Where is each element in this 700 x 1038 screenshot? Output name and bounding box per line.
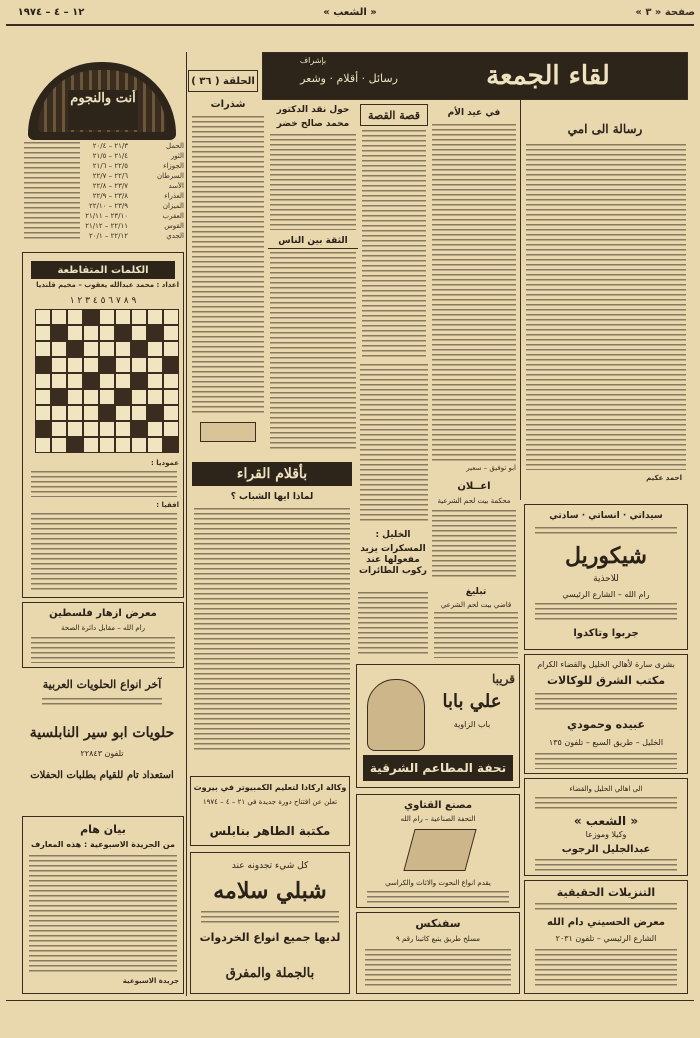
paper-name: « الشعب »: [323, 7, 377, 18]
sign-name: العذراء: [164, 192, 184, 200]
shaab-agent-ad: [524, 778, 688, 876]
readers-pen-banner: بأقلام القراء: [192, 462, 352, 486]
masthead-supervisor: بإشراف: [299, 56, 327, 65]
alibaba-top: قريبا: [492, 672, 515, 686]
grid-cell: [163, 437, 179, 453]
grid-cell[interactable]: [163, 421, 179, 437]
grid-cell[interactable]: [83, 389, 99, 405]
sign-name: الحمل: [166, 142, 184, 150]
horoscope-logo: [28, 62, 176, 140]
shazarat-text: [192, 116, 264, 416]
critique-column: [268, 102, 358, 232]
continued-text: [360, 364, 428, 524]
grid-cell[interactable]: [163, 373, 179, 389]
sweets-subtext: [42, 698, 162, 708]
sphinx-ad: [356, 912, 520, 994]
grid-cell[interactable]: [163, 405, 179, 421]
grid-cell[interactable]: [131, 357, 147, 373]
announcement-text: [432, 510, 516, 580]
sign-dates: ٢٣/٨ – ٢٢/٩: [92, 192, 128, 200]
sales-intro: [535, 903, 677, 913]
grid-cell: [99, 357, 115, 373]
sign-name: الجوزاء: [163, 162, 184, 170]
grid-cell[interactable]: [83, 421, 99, 437]
grid-cell: [131, 421, 147, 437]
sweets-ad: [22, 674, 184, 812]
episode-label: الحلقة ( ٣٦ ): [191, 76, 255, 87]
sharq-ad: [524, 654, 688, 774]
critique-author: محمد صالح خضر: [276, 119, 350, 129]
grid-cell[interactable]: [115, 405, 131, 421]
sign-dates: ٢٣/٩ – ٢٢/١٠: [89, 202, 128, 210]
grid-cell: [67, 341, 83, 357]
grid-cell[interactable]: [131, 437, 147, 453]
salameh-address: [201, 911, 339, 925]
furniture-ad: [356, 794, 520, 908]
grid-cell[interactable]: [83, 357, 99, 373]
sign-name: الميزان: [162, 202, 184, 210]
alibaba-loc: باب الزاوية: [453, 720, 491, 729]
letters-signature: احمد عكيم: [646, 474, 682, 482]
grid-cell[interactable]: [67, 405, 83, 421]
grid-cell[interactable]: [163, 389, 179, 405]
grid-cell[interactable]: [115, 309, 131, 325]
grid-cell[interactable]: [99, 437, 115, 453]
sign-dates: ٢١/٤ – ٢١/٥: [92, 152, 128, 160]
grid-cell[interactable]: [35, 309, 51, 325]
statement-sub: من الجريدة الاسبوعية : هذه المعارف: [31, 840, 175, 849]
announcement-title: اعــلان: [457, 481, 491, 492]
sharq-top: بشرى سارة لأهالي الخليل والقضاء الكرام: [537, 660, 675, 669]
alibaba-ad: [356, 664, 520, 788]
grid-cell[interactable]: [147, 373, 163, 389]
sign-name: الجدي: [166, 232, 184, 240]
mothers-day-signature: ابو توفيق – سعير: [466, 464, 516, 472]
column-divider: [186, 52, 187, 996]
shazarat-title: شذرات: [210, 99, 246, 110]
salameh-name: شبلي سلامه: [213, 878, 327, 904]
shaab-sub: وكيلا وموزعا: [585, 830, 627, 839]
readers-pen-text: [194, 508, 350, 752]
mothers-day-text: [432, 124, 516, 462]
shaab-agent: عبدالجليل الرجوب: [561, 844, 651, 855]
grid-cell[interactable]: [115, 437, 131, 453]
sharq-text: [535, 693, 677, 713]
grid-cell: [51, 389, 67, 405]
letters-title: رسالة الى امي: [567, 122, 643, 136]
grid-cell[interactable]: [83, 405, 99, 421]
grid-cell[interactable]: [51, 357, 67, 373]
grid-cell: [99, 405, 115, 421]
chef-illustration-icon: [367, 679, 425, 751]
announcement-org: محكمة بيت لحم الشرعية: [437, 497, 511, 505]
sign-name: القوس: [164, 222, 184, 230]
signature-stamp: [200, 422, 256, 442]
sign-dates: ٢٣/١٠ – ٢١/١١: [85, 212, 128, 220]
grid-cell: [83, 309, 99, 325]
crossword-panel: [22, 252, 184, 598]
statement-foot: جريدة الاسبوعية: [122, 977, 179, 985]
crossword-author: اعداد : محمد عبدالله يعقوب – مخيم قلنديا: [36, 281, 179, 289]
sign-dates: ٢٢/٦ – ٢٢/٧: [92, 172, 128, 180]
grid-cell: [51, 325, 67, 341]
flowers-text: [31, 637, 175, 663]
alibaba-bottom: تحفة المطاعم الشرقية: [363, 755, 513, 781]
horoscope-title: أنت والنجوم: [68, 90, 138, 130]
sphinx-body: مسلخ طريق يتبع كاتبنا رقم ٩: [396, 935, 480, 943]
grid-cell: [163, 357, 179, 373]
grid-cell[interactable]: [115, 357, 131, 373]
news-headline: المسكرات يزيد مفعولها عند ركوب الطائرات: [359, 544, 427, 576]
grid-cell[interactable]: [35, 325, 51, 341]
grid-cell: [115, 325, 131, 341]
notice-text: [434, 612, 518, 658]
sign-dates: ٢٢/١٢ – ٢٠/١: [89, 232, 128, 240]
letters-column: [522, 102, 690, 500]
flowers-sub: رام الله – مقابل دائرة الصحة: [60, 624, 146, 632]
grid-cell[interactable]: [83, 437, 99, 453]
grid-cell: [35, 421, 51, 437]
sharq-phone: الخليل – طريق السبع – تلفون ١٣٥: [548, 738, 664, 747]
grid-cell[interactable]: [67, 309, 83, 325]
mothers-day-column: [430, 102, 518, 582]
flowers-ad: [22, 602, 184, 668]
sign-dates: ٢٢/٥ – ٢١/٦: [92, 162, 128, 170]
grid-cell[interactable]: [35, 389, 51, 405]
story-title: قصة القصة: [360, 104, 428, 126]
shoes-top: سيداتي · انساتي · سادتي: [549, 511, 663, 521]
news-text: [358, 592, 428, 656]
grid-cell[interactable]: [51, 437, 67, 453]
sharq-owner: عبيده وحمودي: [567, 718, 645, 731]
grid-cell[interactable]: [115, 341, 131, 357]
shoes-foot: جربوا وتاكدوا: [573, 628, 639, 639]
computer-body: تعلن عن افتتاح دورة جديدة في ٢١ – ٤ – ١٩٧٤: [202, 798, 338, 806]
statement-title: بيان هام: [80, 823, 126, 836]
down-clues: [31, 471, 177, 497]
sphinx-title: سفنكس: [415, 917, 461, 930]
trust-title: الثقة بين الناس: [268, 234, 358, 249]
grid-cell[interactable]: [51, 341, 67, 357]
masthead-subtitle: رسائل · أقلام · وشعر: [300, 72, 398, 85]
news-box: [356, 526, 430, 658]
grid-cell[interactable]: [99, 341, 115, 357]
sign-name: الثور: [170, 152, 184, 160]
sphinx-text: [365, 949, 511, 989]
grid-cell[interactable]: [67, 421, 83, 437]
down-label: عموديا :: [151, 459, 179, 467]
salameh-ad: [190, 852, 350, 994]
grid-cell[interactable]: [35, 437, 51, 453]
column-divider: [520, 100, 521, 500]
furniture-sub: التحفة الصناعية – رام الله: [400, 815, 476, 823]
crossword-grid: [35, 309, 179, 453]
notice-org: قاضي بيت لحم الشرعي: [440, 601, 512, 609]
grid-cell[interactable]: [163, 341, 179, 357]
sweets-bottom: استعداد تام للقيام بطلبات الحفلات: [30, 770, 174, 781]
grid-cell[interactable]: [35, 405, 51, 421]
grid-cell[interactable]: [147, 421, 163, 437]
masthead-title: لقاء الجمعة: [486, 61, 610, 91]
shoes-intro: [535, 527, 677, 537]
grid-cell: [115, 389, 131, 405]
shaab-top: الى اهالي الخليل والقضاء: [569, 785, 643, 793]
sales-title: التنزيلات الحقيقية: [556, 886, 656, 899]
shoes-sub: للاحذية: [593, 574, 619, 584]
shoes-ad: [524, 504, 688, 650]
grid-cell[interactable]: [163, 325, 179, 341]
grid-cell[interactable]: [99, 325, 115, 341]
computer-name: مكتبة الطاهر بنابلس: [209, 824, 331, 838]
trust-text: [270, 252, 356, 452]
grid-cell[interactable]: [67, 357, 83, 373]
sign-name: السرطان: [156, 172, 184, 180]
computer-top: وكالة اركادا لتعليم الكمبيوتر في بيروت: [193, 783, 347, 792]
mothers-day-title: في عيد الأم: [447, 108, 501, 118]
crossword-title: الكلمات المتقاطعة: [31, 261, 175, 279]
news-kicker: الخليل :: [375, 530, 411, 540]
grid-cell: [67, 437, 83, 453]
computer-ad: [190, 776, 350, 846]
grid-cell[interactable]: [83, 325, 99, 341]
page-number: صفحة « ٣ »: [635, 7, 695, 18]
grid-cell: [147, 405, 163, 421]
flowers-title: معرض ازهار فلسطين: [49, 608, 157, 619]
grid-cell[interactable]: [147, 309, 163, 325]
furniture-title: مصنع القتاوي: [403, 800, 473, 811]
footer-rule: [6, 1000, 694, 1001]
sign-name: العقرب: [162, 212, 184, 220]
grid-cell[interactable]: [163, 309, 179, 325]
grid-cell[interactable]: [147, 357, 163, 373]
notice-title: تبليغ: [465, 587, 487, 597]
shoes-text: [535, 603, 677, 623]
sweets-top: آخر انواع الحلويات العربية: [42, 678, 162, 691]
salameh-top: كل شيء تجدونه عند: [231, 861, 309, 871]
grid-cell[interactable]: [115, 373, 131, 389]
sharq-name: مكتب الشرق للوكالات: [546, 674, 666, 687]
shaab-text: [535, 859, 677, 871]
sales-ad: [524, 880, 688, 994]
sales-name: معرض الحسيني دام الله: [546, 917, 666, 928]
grid-cell[interactable]: [35, 373, 51, 389]
grid-cell[interactable]: [147, 389, 163, 405]
grid-cell[interactable]: [99, 309, 115, 325]
header-rule: [6, 24, 694, 26]
trust-column: [268, 232, 358, 456]
notice-box: [432, 584, 520, 660]
grid-cell[interactable]: [147, 437, 163, 453]
episode-box: [188, 70, 258, 92]
horoscope-text: [24, 142, 80, 242]
grid-cell[interactable]: [99, 421, 115, 437]
letters-text: [526, 144, 686, 470]
shoes-name: شيكوريل: [565, 543, 647, 569]
grid-cell[interactable]: [115, 421, 131, 437]
sign-dates: ٢٣/٧ – ٢٢/٨: [92, 182, 128, 190]
salameh-body: لديها جميع انواع الخردوات: [199, 931, 341, 944]
story-column: [360, 102, 428, 362]
sign-dates: ٢٢/١١ – ٢١/١٢: [85, 222, 128, 230]
grid-cell[interactable]: [131, 405, 147, 421]
grid-cell[interactable]: [67, 373, 83, 389]
sharq-footer-text: [535, 753, 677, 769]
across-clues: [31, 513, 177, 593]
across-label: افقيا :: [156, 501, 179, 509]
crossword-numbers: ٩ ٨ ٧ ٦ ٥ ٤ ٣ ٢ ١: [69, 296, 137, 306]
statement-box: [22, 816, 184, 994]
issue-date: ١٢ – ٤ – ١٩٧٤: [17, 7, 85, 18]
grid-cell: [131, 341, 147, 357]
horoscope-signs: [24, 142, 184, 246]
statement-text: [29, 855, 177, 973]
furniture-body: يقدم انواع النحوت والاثاث والكراسي: [385, 879, 491, 887]
critique-title: حول نقد الدكتور: [276, 105, 350, 115]
grid-cell[interactable]: [51, 309, 67, 325]
sales-text: [535, 949, 677, 989]
grid-cell[interactable]: [99, 389, 115, 405]
grid-cell[interactable]: [51, 421, 67, 437]
salameh-foot: بالجملة والمفرق: [225, 966, 315, 981]
shazarat-column: [190, 96, 266, 456]
shoes-address: رام الله – الشارع الرئيسي: [562, 590, 650, 599]
grid-cell[interactable]: [131, 389, 147, 405]
grid-cell[interactable]: [131, 325, 147, 341]
grid-cell[interactable]: [67, 325, 83, 341]
grid-cell[interactable]: [67, 389, 83, 405]
grid-cell[interactable]: [51, 405, 67, 421]
masthead-banner: [262, 52, 688, 100]
sales-address: الشارع الرئيسي – تلفون ٢٠٣١: [555, 934, 657, 943]
critique-text: [270, 134, 356, 230]
grid-cell[interactable]: [51, 373, 67, 389]
shaab-intro: [535, 797, 677, 811]
readers-pen-question: لماذا ايها الشباب ؟: [230, 492, 314, 502]
grid-cell[interactable]: [131, 309, 147, 325]
grid-cell: [35, 357, 51, 373]
grid-cell[interactable]: [147, 341, 163, 357]
sign-name: الأسد: [168, 182, 184, 190]
shaab-name: « الشعب »: [573, 814, 639, 828]
furniture-text: [367, 891, 509, 903]
sweets-phone: تلفون ٢٢٨٤٣: [80, 749, 124, 758]
grid-cell[interactable]: [35, 341, 51, 357]
grid-cell[interactable]: [83, 341, 99, 357]
sweets-name: حلويات ابو سير النابلسية: [29, 725, 175, 741]
furniture-illustration-icon: [403, 829, 476, 871]
alibaba-name: علي بابا: [442, 691, 502, 712]
grid-cell: [83, 373, 99, 389]
grid-cell[interactable]: [99, 373, 115, 389]
sign-dates: ٢١/٣ – ٢٠/٤: [92, 142, 128, 150]
story-text: [362, 130, 426, 360]
grid-cell: [147, 325, 163, 341]
grid-cell: [131, 373, 147, 389]
